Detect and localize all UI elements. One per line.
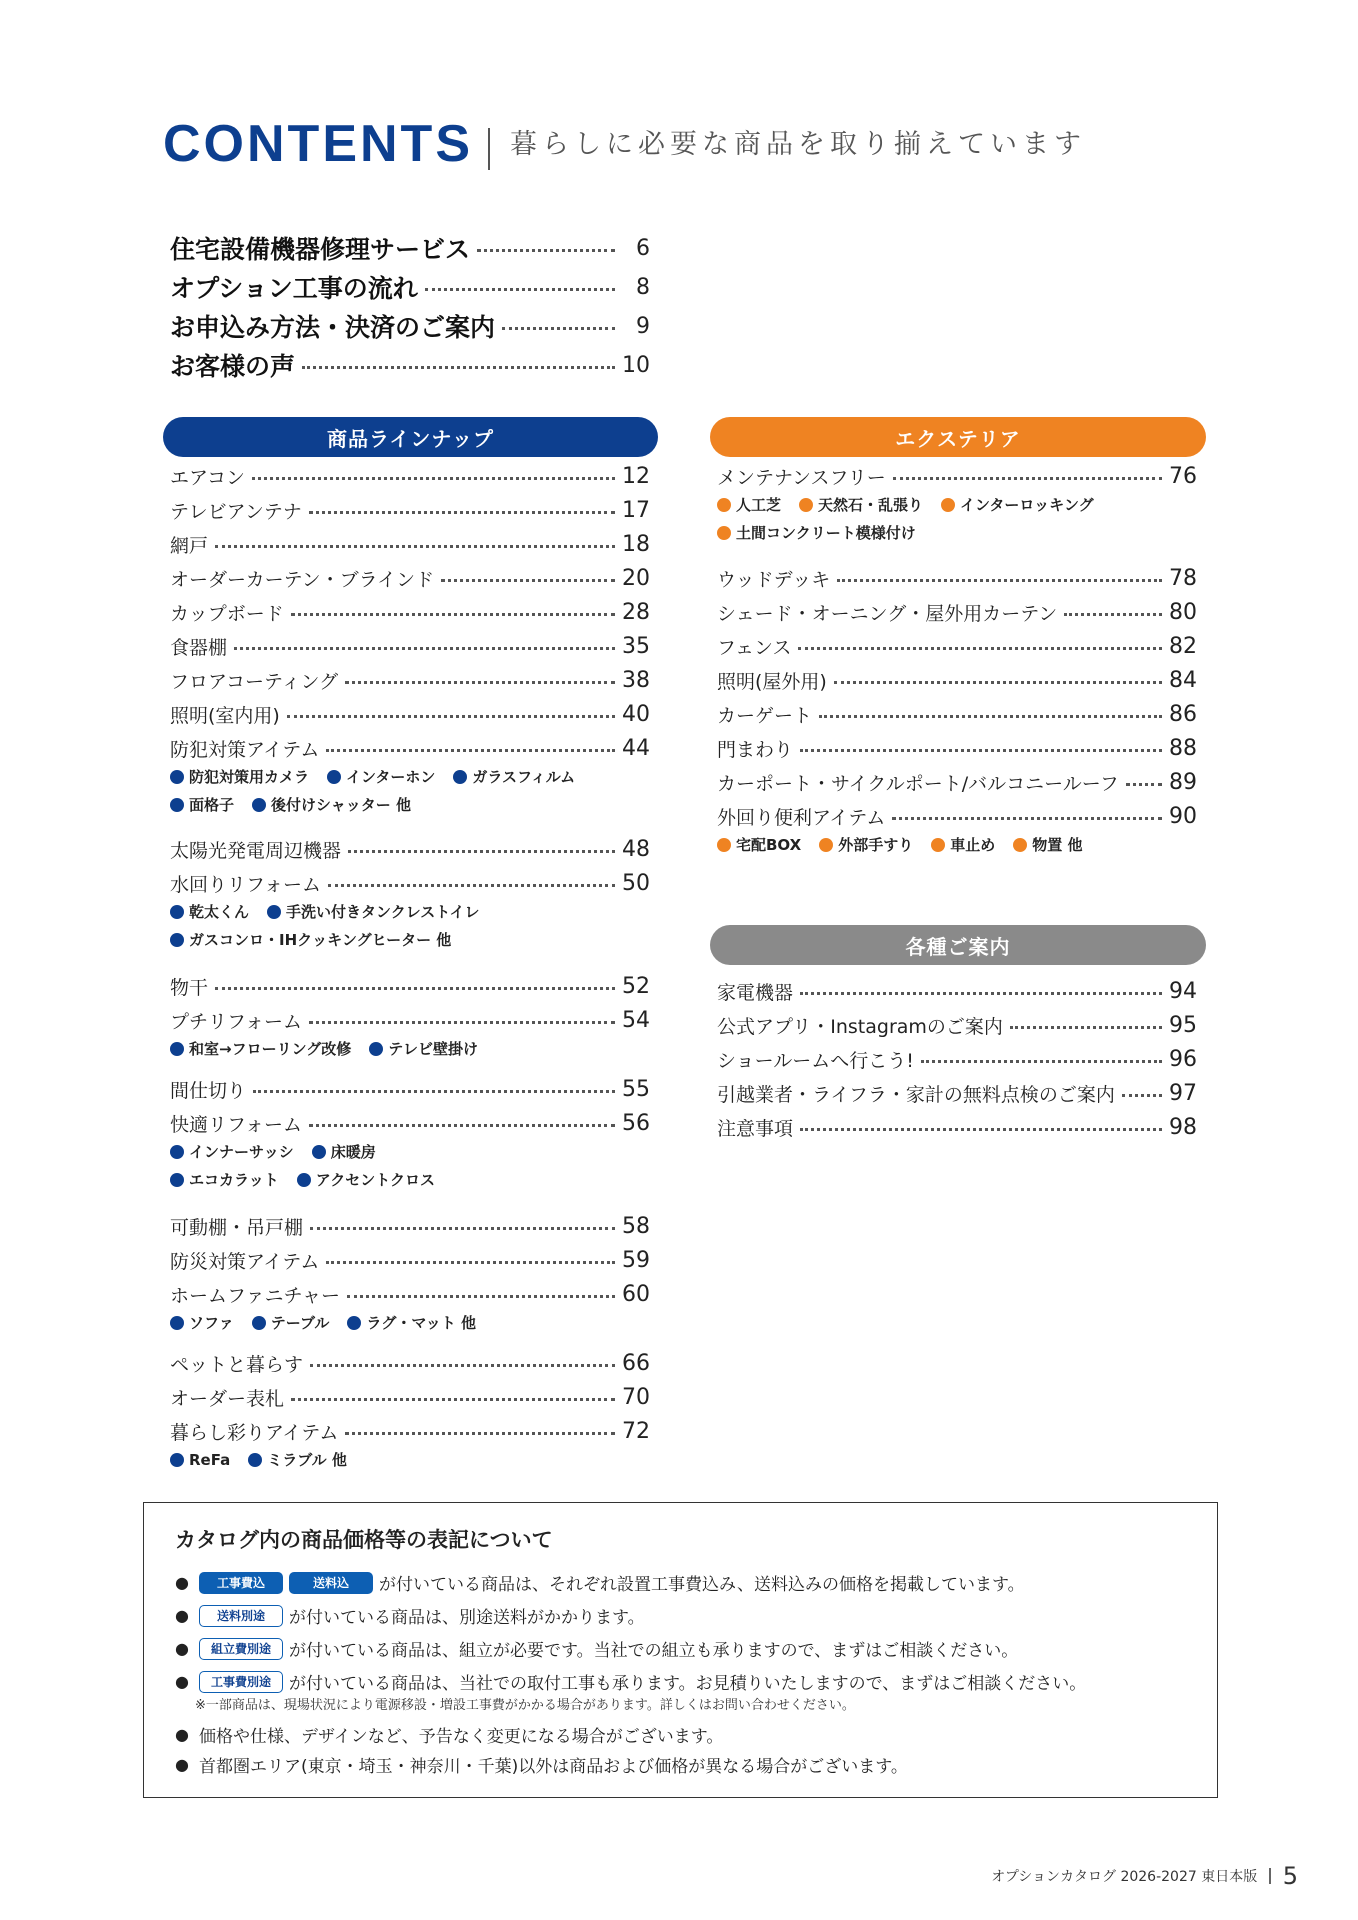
sub-item: 外部手すり	[819, 836, 913, 854]
bullet-dot-icon	[170, 1173, 184, 1187]
bullet-icon: ●	[175, 1755, 189, 1774]
toc-row[interactable]	[717, 663, 1197, 697]
toc-row[interactable]	[717, 1110, 1197, 1144]
note-text: 首都圏エリア(東京・埼玉・神奈川・千葉)以外は商品および価格が異なる場合がございます。	[198, 1757, 908, 1777]
sub-item: インターロッキング	[941, 496, 1094, 514]
toc-page: 82	[1169, 633, 1197, 659]
sub-item: 人工芝	[717, 496, 781, 514]
sub-items	[170, 763, 593, 819]
toc-page: 55	[622, 1076, 650, 1102]
toc-label: 注意事項	[717, 1117, 794, 1140]
note-line	[175, 1603, 645, 1628]
toc-page: 52	[622, 973, 650, 999]
bullet-icon: ●	[175, 1639, 189, 1658]
sub-item: ReFa	[170, 1451, 230, 1469]
sub-item: インナーサッシ	[170, 1143, 294, 1161]
sub-item: 宅配BOX	[717, 836, 801, 854]
sub-item: エコカラット	[170, 1171, 279, 1189]
notes-title: カタログ内の商品価格等の表記について	[175, 1528, 553, 1552]
toc-label: カップボード	[170, 602, 284, 625]
sub-items	[170, 1309, 494, 1337]
note-text: 価格や仕様、デザインなど、予告なく変更になる場合がございます。	[198, 1727, 724, 1747]
sub-items	[170, 1138, 453, 1194]
page-number: 5	[1282, 1862, 1298, 1890]
toc-page: 58	[622, 1213, 650, 1239]
leader-dots	[800, 992, 1162, 995]
toc-label: お申込み方法・決済のご案内	[170, 313, 496, 342]
toc-page: 35	[622, 633, 650, 659]
toc-row[interactable]	[717, 1076, 1197, 1110]
tag-souryou-betto: 送料別途	[199, 1605, 283, 1627]
toc-row[interactable]	[717, 561, 1197, 595]
sub-item: 防犯対策用カメラ	[170, 768, 309, 786]
section-header-guide: 各種ご案内	[710, 925, 1206, 965]
toc-page: 84	[1169, 667, 1197, 693]
leader-dots	[215, 987, 615, 990]
toc-row[interactable]	[717, 629, 1197, 663]
leader-dots	[309, 1124, 615, 1127]
sub-item: 床暖房	[312, 1143, 376, 1161]
footer-text: オプションカタログ 2026-2027 東日本版	[991, 1869, 1258, 1885]
toc-page: 88	[1169, 735, 1197, 761]
bullet-dot-icon	[170, 905, 184, 919]
toc-label: 公式アプリ・Instagramのご案内	[717, 1015, 1003, 1038]
leader-dots	[345, 1432, 615, 1435]
toc-page: 28	[622, 599, 650, 625]
toc-row[interactable]	[170, 1346, 650, 1380]
sub-item: 土間コンクリート模様付け	[717, 524, 916, 542]
leader-dots	[252, 477, 615, 480]
toc-label: 家電機器	[717, 981, 794, 1004]
tag-koujihi-betto: 工事費別途	[199, 1671, 283, 1693]
bullet-dot-icon	[819, 838, 833, 852]
toc-row[interactable]	[717, 459, 1197, 493]
toc-row[interactable]	[170, 1003, 650, 1037]
sub-item: 面格子	[170, 796, 234, 814]
bullet-dot-icon	[170, 770, 184, 784]
toc-label: フロアコーティング	[170, 670, 339, 693]
sub-item: テレビ壁掛け	[369, 1040, 478, 1058]
tag-koujihi-komi: 工事費込	[199, 1572, 283, 1594]
toc-row[interactable]	[170, 231, 650, 265]
toc-row[interactable]	[170, 1380, 650, 1414]
toc-label: 門まわり	[717, 738, 794, 761]
toc-row[interactable]	[170, 866, 650, 900]
toc-row[interactable]	[170, 629, 650, 663]
leader-dots	[310, 1227, 615, 1230]
leader-dots	[347, 1295, 615, 1298]
toc-row[interactable]	[717, 1008, 1197, 1042]
toc-page: 60	[622, 1281, 650, 1307]
toc-page: 94	[1169, 978, 1197, 1004]
toc-label: 防犯対策アイテム	[170, 738, 320, 761]
toc-page: 72	[622, 1418, 650, 1444]
toc-label: 照明(屋外用)	[717, 670, 827, 693]
toc-page: 38	[622, 667, 650, 693]
bullet-dot-icon	[170, 1145, 184, 1159]
bullet-dot-icon	[369, 1042, 383, 1056]
toc-row[interactable]	[170, 663, 650, 697]
leader-dots	[834, 681, 1162, 684]
bullet-dot-icon	[267, 905, 281, 919]
toc-page: 66	[622, 1350, 650, 1376]
sub-item: ソファ	[170, 1314, 234, 1332]
toc-label: 暮らし彩りアイテム	[170, 1421, 339, 1444]
toc-row[interactable]	[170, 493, 650, 527]
toc-label: エアコン	[170, 466, 246, 489]
toc-label: ウッドデッキ	[717, 568, 831, 591]
section-header-exterior: エクステリア	[710, 417, 1206, 457]
sub-items	[717, 831, 1100, 859]
leader-dots	[328, 884, 615, 887]
toc-label: オプション工事の流れ	[170, 274, 418, 303]
toc-label: テレビアンテナ	[170, 500, 302, 523]
toc-label: お客様の声	[170, 352, 296, 381]
toc-page: 78	[1169, 565, 1197, 591]
toc-label: 太陽光発電周辺機器	[170, 839, 342, 862]
leader-dots	[837, 579, 1162, 582]
toc-page: 59	[622, 1247, 650, 1273]
toc-page: 56	[622, 1110, 650, 1136]
note-text: が付いている商品は、当社での取付工事も承ります。お見積りいたしますので、まずはご相談ください。	[288, 1674, 1087, 1694]
bullet-dot-icon	[170, 933, 184, 947]
toc-page: 70	[622, 1384, 650, 1410]
toc-page: 20	[622, 565, 650, 591]
toc-row[interactable]	[170, 832, 650, 866]
bullet-dot-icon	[297, 1173, 311, 1187]
bullet-dot-icon	[941, 498, 955, 512]
note-line	[175, 1636, 1018, 1661]
toc-row[interactable]	[717, 697, 1197, 731]
leader-dots	[345, 681, 615, 684]
toc-label: オーダー表札	[170, 1387, 285, 1410]
sub-item: インターホン	[327, 768, 435, 786]
bullet-icon: ●	[175, 1672, 189, 1691]
bullet-dot-icon	[170, 1453, 184, 1467]
leader-dots	[326, 1261, 615, 1264]
sub-item: テーブル	[252, 1314, 330, 1332]
bullet-dot-icon	[248, 1453, 262, 1467]
toc-label: 外回り便利アイテム	[717, 806, 886, 829]
toc-label: 水回りリフォーム	[170, 873, 322, 896]
bullet-dot-icon	[799, 498, 813, 512]
page-title: CONTENTS	[163, 115, 473, 173]
toc-row[interactable]	[170, 561, 650, 595]
toc-label: カーポート・サイクルポート/バルコニールーフ	[717, 772, 1119, 795]
leader-dots	[800, 1128, 1162, 1131]
note-line	[175, 1752, 908, 1777]
toc-label: 快適リフォーム	[170, 1113, 303, 1136]
leader-dots	[1064, 613, 1162, 616]
leader-dots	[291, 1398, 615, 1401]
toc-page: 6	[636, 235, 650, 261]
page-footer	[991, 1862, 1298, 1890]
sub-item: 和室→フローリング改修	[170, 1040, 351, 1058]
toc-label: メンテナンスフリー	[717, 466, 886, 489]
page-subtitle: 暮らしに必要な商品を取り揃えています	[510, 129, 1086, 160]
leader-dots	[798, 647, 1162, 650]
toc-label: フェンス	[717, 636, 792, 659]
sub-item: 物置 他	[1013, 836, 1082, 854]
toc-page: 40	[622, 701, 650, 727]
toc-page: 90	[1169, 803, 1197, 829]
sub-items	[170, 1446, 365, 1474]
bullet-dot-icon	[252, 1316, 266, 1330]
leader-dots	[309, 1021, 615, 1024]
toc-page: 9	[636, 313, 650, 339]
toc-row[interactable]	[170, 1209, 650, 1243]
tag-kumitate-betto: 組立費別途	[199, 1638, 283, 1660]
toc-page: 80	[1169, 599, 1197, 625]
toc-page: 54	[622, 1007, 650, 1033]
leader-dots	[800, 749, 1162, 752]
note-line	[175, 1669, 1086, 1694]
toc-row[interactable]	[170, 1414, 650, 1448]
bullet-dot-icon	[170, 798, 184, 812]
toc-label: オーダーカーテン・ブラインド	[170, 568, 435, 591]
footer-divider	[1269, 1868, 1271, 1884]
bullet-icon: ●	[175, 1606, 189, 1625]
toc-row[interactable]	[717, 799, 1197, 833]
leader-dots	[441, 579, 615, 582]
toc-page: 48	[622, 836, 650, 862]
tag-souryou-komi: 送料込	[289, 1572, 373, 1594]
leader-dots	[502, 327, 615, 330]
sub-item: 車止め	[931, 836, 995, 854]
sub-item: 後付けシャッター 他	[252, 796, 411, 814]
section-header-lineup: 商品ラインナップ	[163, 417, 658, 457]
toc-page: 12	[622, 463, 650, 489]
toc-page: 86	[1169, 701, 1197, 727]
bullet-dot-icon	[170, 1316, 184, 1330]
toc-page: 17	[622, 497, 650, 523]
leader-dots	[425, 288, 615, 291]
toc-label: ホームファニチャー	[170, 1284, 341, 1307]
leader-dots	[348, 850, 615, 853]
sub-item: ラグ・マット 他	[347, 1314, 476, 1332]
bullet-dot-icon	[312, 1145, 326, 1159]
leader-dots	[893, 477, 1162, 480]
toc-row[interactable]	[717, 765, 1197, 799]
toc-page: 44	[622, 735, 650, 761]
bullet-dot-icon	[717, 526, 731, 540]
small-note: ※一部商品は、現場状況により電源移設・増設工事費がかかる場合があります。詳しくはお問い合わせください。	[195, 1698, 855, 1713]
leader-dots	[892, 817, 1162, 820]
toc-row[interactable]	[170, 270, 650, 304]
toc-page: 10	[622, 352, 650, 378]
leader-dots	[287, 715, 615, 718]
leader-dots	[326, 749, 615, 752]
toc-label: 間仕切り	[170, 1079, 247, 1102]
toc-label: 住宅設備機器修理サービス	[170, 235, 471, 264]
bullet-dot-icon	[1013, 838, 1027, 852]
bullet-dot-icon	[327, 770, 341, 784]
leader-dots	[234, 647, 615, 650]
note-line	[175, 1722, 723, 1747]
toc-row[interactable]	[170, 731, 650, 765]
header-divider	[488, 128, 490, 170]
toc-label: カーゲート	[717, 704, 813, 727]
bullet-dot-icon	[170, 1042, 184, 1056]
toc-label: 網戸	[170, 534, 209, 557]
leader-dots	[309, 511, 615, 514]
sub-item: 手洗い付きタンクレストイレ	[267, 903, 480, 921]
toc-row[interactable]	[717, 731, 1197, 765]
leader-dots	[477, 249, 615, 252]
note-text: が付いている商品は、組立が必要です。当社での組立も承りますので、まずはご相談ください。	[288, 1641, 1019, 1661]
toc-row[interactable]	[170, 595, 650, 629]
leader-dots	[253, 1090, 615, 1093]
toc-row[interactable]	[170, 459, 650, 493]
leader-dots	[1010, 1026, 1162, 1029]
bullet-dot-icon	[931, 838, 945, 852]
toc-row[interactable]	[170, 1243, 650, 1277]
toc-label: 引越業者・ライフラ・家計の無料点検のご案内	[717, 1083, 1115, 1106]
toc-page: 89	[1169, 769, 1197, 795]
toc-page: 97	[1169, 1080, 1197, 1106]
leader-dots	[1126, 783, 1162, 786]
toc-page: 98	[1169, 1114, 1197, 1140]
toc-row[interactable]	[170, 969, 650, 1003]
toc-page: 8	[636, 274, 650, 300]
bullet-dot-icon	[252, 798, 266, 812]
sub-item: ガスコンロ・IHクッキングヒーター 他	[170, 931, 451, 949]
note-line	[175, 1570, 1025, 1595]
leader-dots	[921, 1060, 1162, 1063]
bullet-dot-icon	[717, 498, 731, 512]
toc-row[interactable]	[170, 1106, 650, 1140]
note-text: が付いている商品は、それぞれ設置工事費込み、送料込みの価格を掲載しています。	[378, 1575, 1025, 1595]
leader-dots	[310, 1364, 615, 1367]
toc-row[interactable]	[170, 1072, 650, 1106]
sub-item: 天然石・乱張り	[799, 496, 923, 514]
toc-label: ペットと暮らす	[170, 1353, 304, 1376]
bullet-dot-icon	[453, 770, 467, 784]
toc-row[interactable]	[170, 1277, 650, 1311]
toc-label: 防災対策アイテム	[170, 1250, 320, 1273]
bullet-icon: ●	[175, 1725, 189, 1744]
leader-dots	[1122, 1094, 1162, 1097]
leader-dots	[291, 613, 615, 616]
toc-label: 照明(室内用)	[170, 704, 280, 727]
toc-label: ショールームへ行こう!	[717, 1049, 914, 1072]
toc-row[interactable]	[717, 974, 1197, 1008]
toc-row[interactable]	[170, 697, 650, 731]
toc-page: 76	[1169, 463, 1197, 489]
bullet-icon: ●	[175, 1573, 189, 1592]
toc-page: 18	[622, 531, 650, 557]
bullet-dot-icon	[717, 838, 731, 852]
toc-row[interactable]	[170, 527, 650, 561]
sub-item: ガラスフィルム	[453, 768, 575, 786]
toc-row[interactable]	[170, 309, 650, 343]
toc-label: シェード・オーニング・屋外用カーテン	[717, 602, 1058, 625]
toc-page: 50	[622, 870, 650, 896]
toc-row[interactable]	[717, 595, 1197, 629]
bullet-dot-icon	[347, 1316, 361, 1330]
toc-label: プチリフォーム	[170, 1010, 303, 1033]
leader-dots	[215, 545, 615, 548]
toc-label: 食器棚	[170, 636, 228, 659]
toc-row[interactable]	[170, 348, 650, 382]
sub-item: アクセントクロス	[297, 1171, 435, 1189]
toc-label: 可動棚・吊戸棚	[170, 1216, 304, 1239]
sub-items	[170, 898, 498, 954]
sub-item: 乾太くん	[170, 903, 249, 921]
note-text: が付いている商品は、別途送料がかかります。	[288, 1608, 645, 1628]
toc-page: 95	[1169, 1012, 1197, 1038]
toc-label: 物干	[170, 976, 209, 999]
sub-items	[717, 491, 1112, 547]
sub-items	[170, 1035, 496, 1063]
leader-dots	[302, 366, 615, 369]
toc-row[interactable]	[717, 1042, 1197, 1076]
sub-item: ミラブル 他	[248, 1451, 347, 1469]
leader-dots	[819, 715, 1162, 718]
toc-page: 96	[1169, 1046, 1197, 1072]
